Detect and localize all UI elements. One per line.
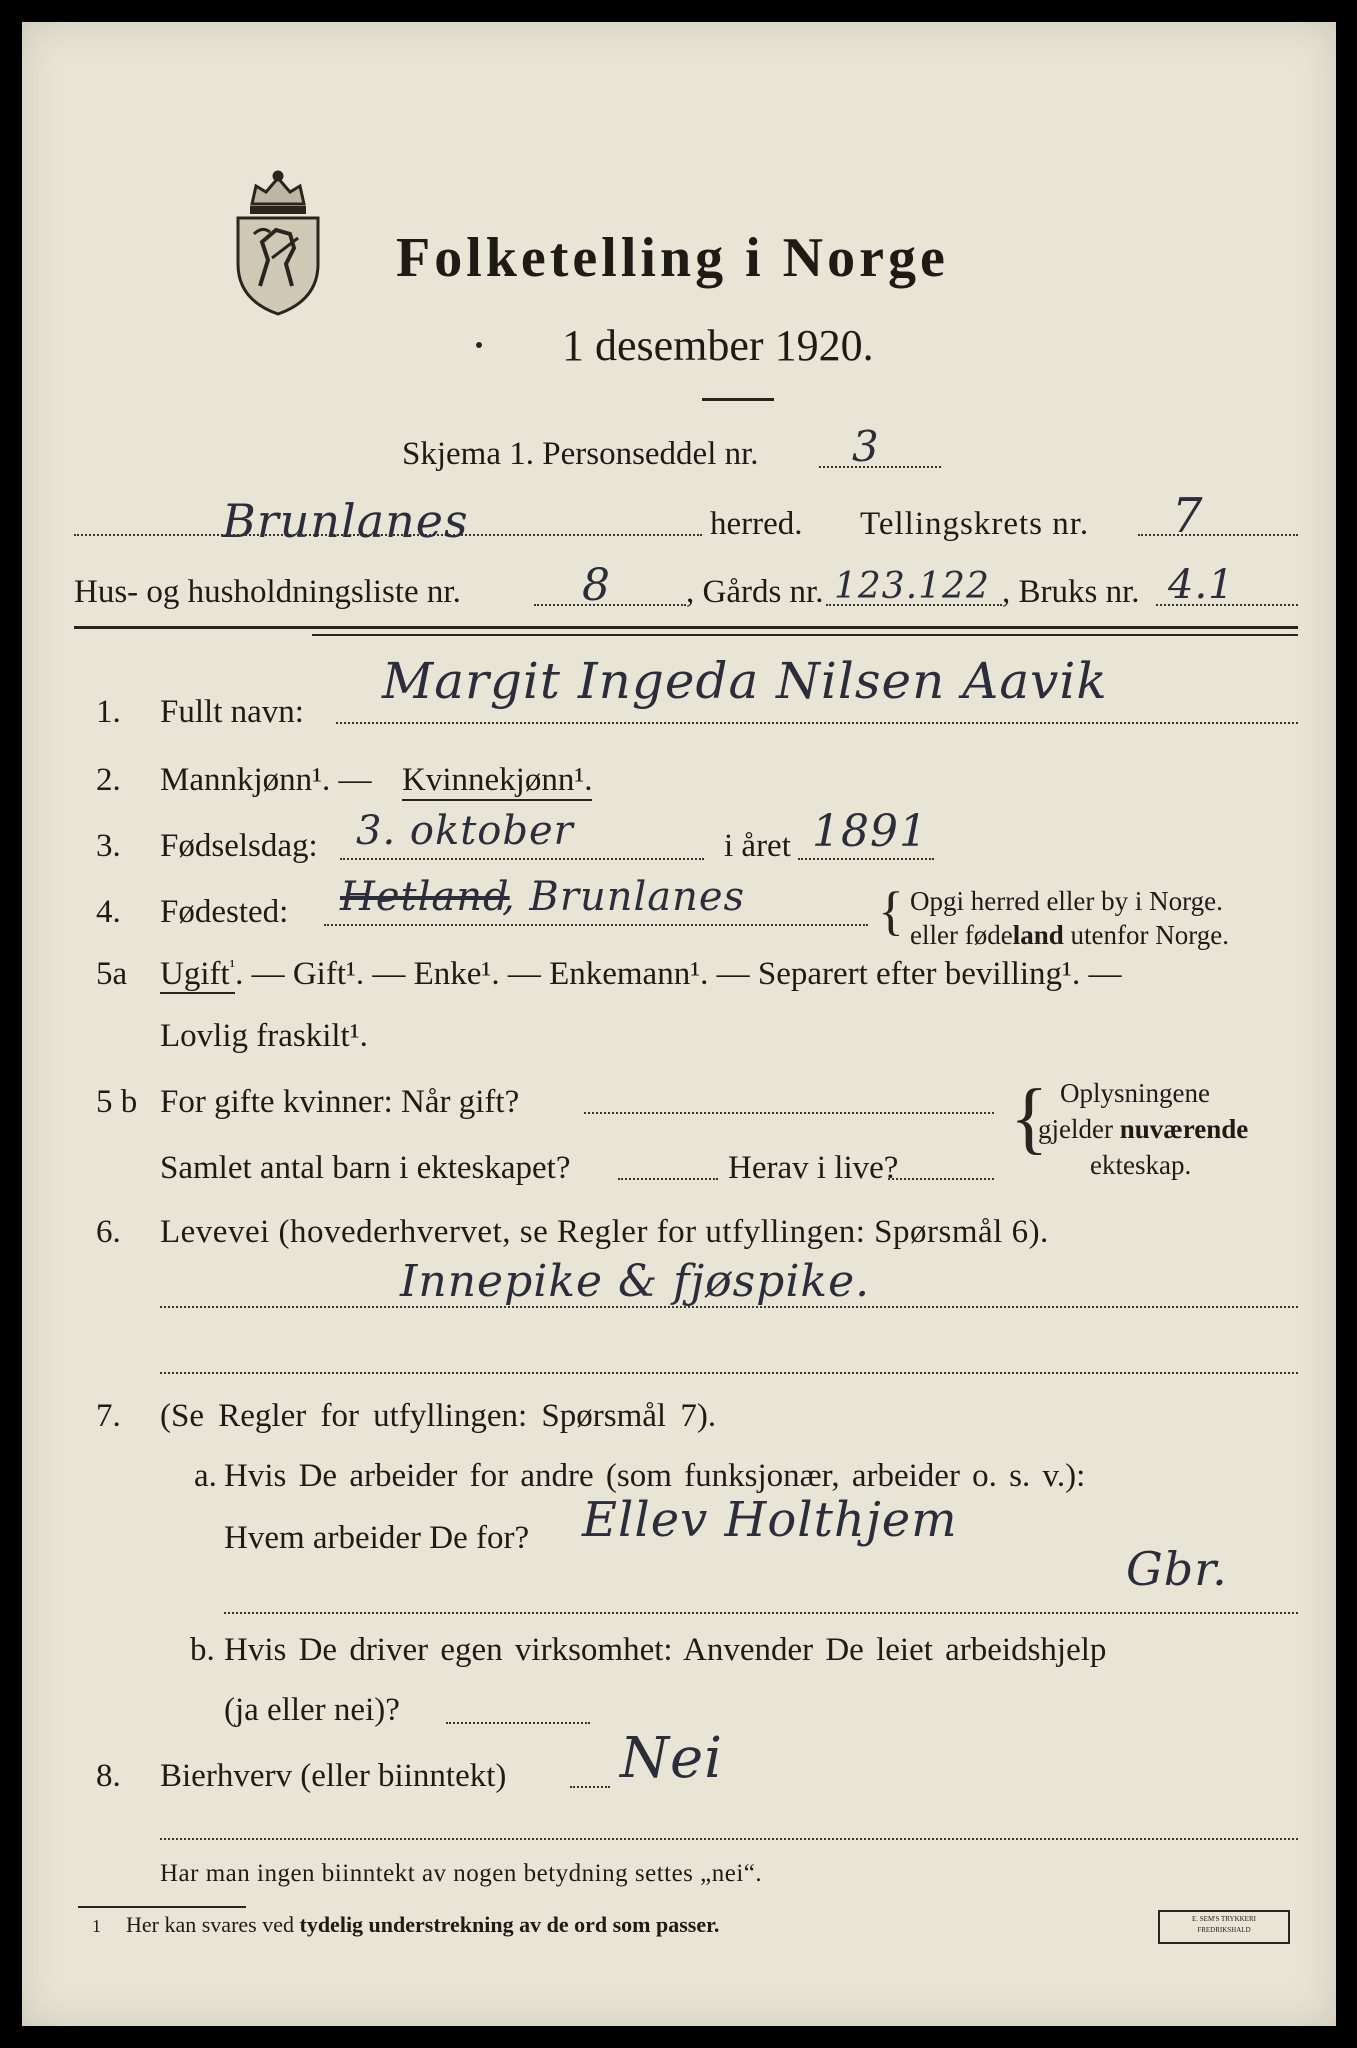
q4-label: Fødested: [160,894,289,930]
q5b-note-line2-a: gjelder [1038,1114,1120,1144]
q4-note-line2-a: eller føde [910,920,1013,950]
norwegian-coat-of-arms-icon [232,168,324,318]
q5a-options [160,956,1121,993]
q8-line-2 [160,1838,1298,1840]
q2-number: 2. [96,762,121,798]
bruks-label: , Bruks nr. [1002,574,1140,610]
q2-male-option: Mannkjønn¹. — [160,762,372,798]
q4-birthplace-value: , Brunlanes [502,874,746,920]
q5a-line2: Lovlig fraskilt¹. [160,1018,368,1054]
q1-label: Fullt navn: [160,694,304,730]
header-separator-2 [312,634,1298,636]
q5b-married-label: For gifte kvinner: Når gift? [160,1084,520,1120]
printer-stamp-line2: FREDRIKSHALD [1197,1926,1251,1934]
footnote-text [126,1912,719,1938]
gards-label: , Gårds nr. [686,574,824,610]
q5b-alive-label: Herav i live? [728,1150,899,1186]
q5b-number: 5 b [96,1084,138,1120]
q7b-line [446,1722,590,1724]
footnote-text-a: Her kan svares ved [126,1912,300,1937]
form-title: Folketelling i Norge [396,227,949,289]
q5b-married-line [584,1112,994,1114]
q8-line [570,1786,610,1788]
tellingskrets-label: Tellingskrets nr. [860,506,1090,542]
q4-note-line2-c: utenfor Norge. [1063,920,1229,950]
q7-label: (Se Regler for utfyllingen: Spørsmål 7). [160,1398,717,1434]
skjema-nr-line [819,466,941,468]
census-date: 1 desember 1920. [562,321,874,370]
footnote-mark: 1 [92,1916,101,1936]
q7b-letter: b. [190,1632,215,1668]
tellingskrets-value: 7 [1172,488,1204,544]
q3-year-value: 1891 [812,806,928,857]
q1-fullname-value: Margit Ingeda Nilsen Aavik [382,652,1108,710]
q1-number: 1. [96,694,121,730]
q8-value: Nei [620,1726,724,1791]
q4-note-line2-b: land [1012,920,1064,950]
footnote-rule [78,1906,246,1908]
q5b-note-brace: { [1010,1074,1049,1162]
q3-birthday-value: 3. oktober [356,808,574,854]
printer-stamp-line1: E. SEM'S TRYKKERI [1192,1915,1256,1923]
q6-label: Levevei (hovederhvervet, se Regler for utfyllingen: Spørsmål 6). [160,1214,1049,1250]
footnote-text-b: tydelig understrekning av de ord som passer. [299,1912,720,1937]
q7-number: 7. [96,1398,121,1434]
q5a-rest: . — Gift¹. — Enke¹. — Enkemann¹. — Separert efter bevilling¹. — [235,956,1122,992]
q8-number: 8. [96,1758,121,1794]
q3-year-label: i året [724,828,791,864]
q5b-children-line [618,1178,718,1180]
q3-year-line [798,858,934,860]
q7a-employer-value-2: Gbr. [1126,1542,1228,1596]
bruks-value: 4.1 [1168,562,1235,608]
q6-line-1 [160,1306,1298,1308]
q7a-line2: Hvem arbeider De for? [224,1520,530,1556]
footer-note: Har man ingen biinntekt av nogen betydning settes „nei“. [160,1860,763,1887]
q6-line-2 [160,1372,1298,1374]
skjema-label: Skjema 1. Personseddel nr. [402,436,759,472]
q7a-employer-value: Ellev Holthjem [582,1492,958,1548]
husliste-value: 8 [582,560,611,611]
q5a-ugift-underlined [160,956,235,994]
q5b-note-line1: Oplysningene [1060,1078,1210,1108]
q5b-note-line2 [1038,1114,1248,1145]
q5b-children-label: Samlet antal barn i ekteskapet? [160,1150,571,1186]
q4-note-line1: Opgi herred eller by i Norge. [910,886,1223,916]
gards-value: 123.122 [834,566,990,607]
q4-line [324,924,868,926]
q5b-note-line3: ekteskap. [1090,1150,1192,1180]
skjema-nr-value: 3 [852,422,880,471]
q6-number: 6. [96,1214,121,1250]
q4-birthplace-struck: Hetland [340,874,510,920]
husliste-label: Hus- og husholdningsliste nr. [74,574,461,610]
printer-stamp [1158,1910,1290,1944]
q5b-alive-line [888,1178,994,1180]
herred-value: Brunlanes [222,494,469,548]
q5a-ugift: Ugift [160,956,230,992]
bullet-dot [476,342,482,348]
q2-female-option-underlined: Kvinnekjønn¹. [402,762,592,801]
title-divider [702,398,774,401]
q7a-line1: Hvis De arbeider for andre (som funksjonær, arbeider o. s. v.): [224,1458,1086,1494]
header-separator [74,626,1298,629]
q3-line [340,858,704,860]
q5b-note-line2-b: nuværende [1119,1114,1249,1144]
census-form [22,22,1336,2026]
q8-label: Bierhverv (eller biinntekt) [160,1758,507,1794]
q5a-number: 5a [96,956,128,992]
q4-note-brace: { [878,881,904,941]
q6-occupation-value: Innepike & fjøspike. [400,1256,871,1307]
q7a-line [224,1612,1298,1614]
q7a-letter: a. [194,1458,217,1494]
q3-number: 3. [96,828,121,864]
tellingskrets-line [1138,534,1298,536]
q7b-line1: Hvis De driver egen virksomhet: Anvender De leiet arbeidshjelp [224,1632,1107,1668]
q3-label: Fødselsdag: [160,828,318,864]
q7b-line2: (ja eller nei)? [224,1692,400,1728]
q1-line [336,722,1298,724]
herred-label: herred. [710,506,803,542]
q5a-sup: ¹ [229,956,236,976]
q4-note-line2 [910,920,1229,951]
q4-number: 4. [96,894,121,930]
